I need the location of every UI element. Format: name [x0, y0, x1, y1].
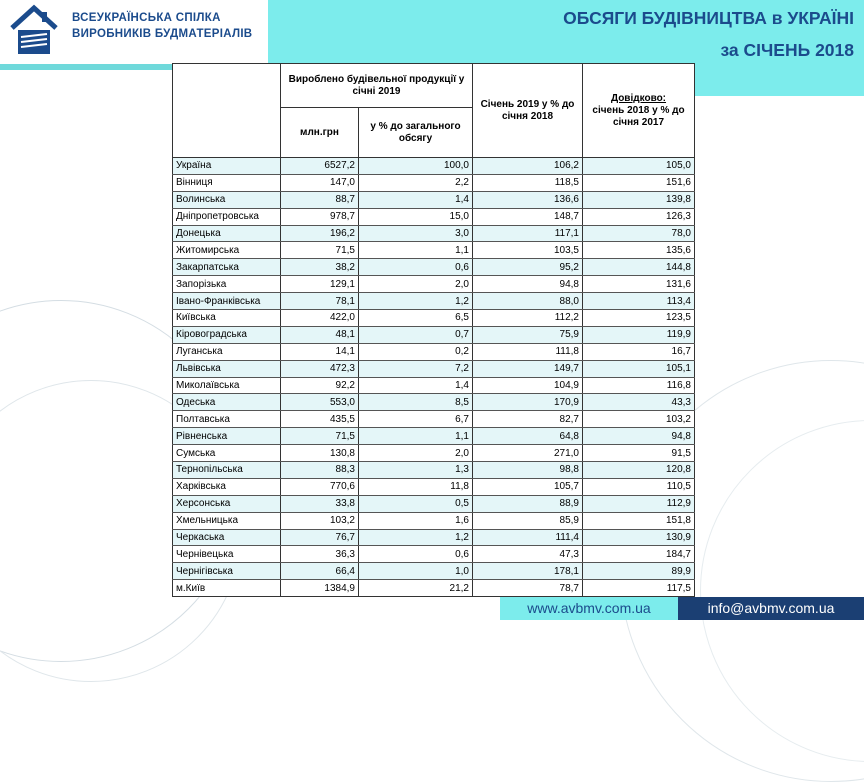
cell-region: Івано-Франківська	[173, 293, 281, 310]
cell-region: м.Київ	[173, 580, 281, 597]
cell-yoy: 105,7	[473, 478, 583, 495]
header-amount: млн.грн	[281, 108, 359, 158]
cell-amount: 71,5	[281, 428, 359, 445]
cell-amount: 978,7	[281, 208, 359, 225]
cell-region: Кіровоградська	[173, 326, 281, 343]
cell-yoy: 98,8	[473, 462, 583, 479]
cell-amount: 36,3	[281, 546, 359, 563]
table-row	[173, 174, 695, 191]
cell-ref: 151,6	[583, 174, 695, 191]
cell-amount: 129,1	[281, 276, 359, 293]
cell-share: 1,1	[359, 428, 473, 445]
cell-region: Рівненська	[173, 428, 281, 445]
cell-amount: 88,7	[281, 191, 359, 208]
cell-share: 1,4	[359, 191, 473, 208]
cell-share: 2,0	[359, 445, 473, 462]
cell-region: Україна	[173, 158, 281, 175]
cell-region: Донецька	[173, 225, 281, 242]
cell-ref: 78,0	[583, 225, 695, 242]
table-row	[173, 377, 695, 394]
cell-region: Черкаська	[173, 529, 281, 546]
cell-amount: 1384,9	[281, 580, 359, 597]
table-row	[173, 259, 695, 276]
table-row	[173, 310, 695, 327]
cell-yoy: 85,9	[473, 512, 583, 529]
cell-region: Сумська	[173, 445, 281, 462]
table-row	[173, 580, 695, 597]
cell-ref: 112,9	[583, 495, 695, 512]
table-row	[173, 343, 695, 360]
table-row	[173, 529, 695, 546]
cell-ref: 89,9	[583, 563, 695, 580]
table-row	[173, 546, 695, 563]
header-yoy: Січень 2019 у % до січня 2018	[473, 64, 583, 158]
cell-share: 6,5	[359, 310, 473, 327]
cell-yoy: 106,2	[473, 158, 583, 175]
page-subtitle: за СІЧЕНЬ 2018	[720, 40, 854, 60]
house-logo-icon	[8, 4, 60, 58]
table-body	[173, 158, 695, 597]
cell-yoy: 117,1	[473, 225, 583, 242]
cell-region: Херсонська	[173, 495, 281, 512]
cell-yoy: 82,7	[473, 411, 583, 428]
cell-share: 0,7	[359, 326, 473, 343]
cell-share: 1,2	[359, 529, 473, 546]
cell-amount: 71,5	[281, 242, 359, 259]
cell-region: Миколаївська	[173, 377, 281, 394]
cell-share: 11,8	[359, 478, 473, 495]
header-reference-label: Довідково:	[610, 92, 667, 104]
cell-amount: 76,7	[281, 529, 359, 546]
cell-ref: 116,8	[583, 377, 695, 394]
cell-amount: 553,0	[281, 394, 359, 411]
cell-region: Дніпропетровська	[173, 208, 281, 225]
cell-yoy: 94,8	[473, 276, 583, 293]
table-row	[173, 495, 695, 512]
cell-ref: 119,9	[583, 326, 695, 343]
cell-amount: 770,6	[281, 478, 359, 495]
header-reference	[583, 64, 695, 158]
cell-share: 2,0	[359, 276, 473, 293]
cell-ref: 123,5	[583, 310, 695, 327]
cell-ref: 110,5	[583, 478, 695, 495]
cell-amount: 66,4	[281, 563, 359, 580]
cell-region: Тернопільська	[173, 462, 281, 479]
cell-yoy: 170,9	[473, 394, 583, 411]
cell-amount: 103,2	[281, 512, 359, 529]
cell-share: 3,0	[359, 225, 473, 242]
cell-region: Полтавська	[173, 411, 281, 428]
cell-share: 0,6	[359, 546, 473, 563]
cell-yoy: 136,6	[473, 191, 583, 208]
cell-amount: 6527,2	[281, 158, 359, 175]
table-row	[173, 411, 695, 428]
cell-region: Закарпатська	[173, 259, 281, 276]
table-row	[173, 478, 695, 495]
cell-region: Харківська	[173, 478, 281, 495]
cell-ref: 126,3	[583, 208, 695, 225]
cell-yoy: 75,9	[473, 326, 583, 343]
cell-amount: 472,3	[281, 360, 359, 377]
cell-amount: 38,2	[281, 259, 359, 276]
cell-amount: 130,8	[281, 445, 359, 462]
table-row	[173, 563, 695, 580]
cell-yoy: 78,7	[473, 580, 583, 597]
email-link[interactable]: info@avbmv.com.ua	[678, 597, 864, 620]
cell-share: 21,2	[359, 580, 473, 597]
cell-ref: 144,8	[583, 259, 695, 276]
cell-yoy: 104,9	[473, 377, 583, 394]
header-share: у % до загального обсягу	[359, 108, 473, 158]
cell-share: 1,6	[359, 512, 473, 529]
cell-ref: 91,5	[583, 445, 695, 462]
organization-name	[72, 10, 252, 42]
table-row	[173, 445, 695, 462]
cell-yoy: 271,0	[473, 445, 583, 462]
table-row	[173, 512, 695, 529]
cell-region: Львівська	[173, 360, 281, 377]
cell-ref: 131,6	[583, 276, 695, 293]
cell-ref: 139,8	[583, 191, 695, 208]
cell-amount: 435,5	[281, 411, 359, 428]
page-title: ОБСЯГИ БУДІВНИЦТВА в УКРАЇНІ	[563, 8, 854, 28]
table-row	[173, 208, 695, 225]
construction-volume-table	[172, 63, 694, 597]
cell-ref: 117,5	[583, 580, 695, 597]
cell-region: Чернігівська	[173, 563, 281, 580]
website-link[interactable]: www.avbmv.com.ua	[500, 597, 678, 620]
cell-yoy: 149,7	[473, 360, 583, 377]
cell-yoy: 88,0	[473, 293, 583, 310]
table-row	[173, 326, 695, 343]
cell-yoy: 103,5	[473, 242, 583, 259]
cell-yoy: 148,7	[473, 208, 583, 225]
cell-ref: 16,7	[583, 343, 695, 360]
cell-yoy: 95,2	[473, 259, 583, 276]
cell-amount: 88,3	[281, 462, 359, 479]
cell-region: Волинська	[173, 191, 281, 208]
cell-ref: 130,9	[583, 529, 695, 546]
cell-ref: 113,4	[583, 293, 695, 310]
table-row	[173, 242, 695, 259]
cell-region: Запорізька	[173, 276, 281, 293]
table-row	[173, 428, 695, 445]
cell-ref: 120,8	[583, 462, 695, 479]
cell-share: 1,3	[359, 462, 473, 479]
cell-ref: 135,6	[583, 242, 695, 259]
header-produced-group: Вироблено будівельної продукції у січні 2019	[281, 64, 473, 108]
table-row	[173, 293, 695, 310]
cell-share: 1,2	[359, 293, 473, 310]
cell-yoy: 111,8	[473, 343, 583, 360]
cell-ref: 151,8	[583, 512, 695, 529]
cell-ref: 43,3	[583, 394, 695, 411]
header-reference-text: січень 2018 у % до січня 2017	[592, 104, 685, 128]
cell-ref: 184,7	[583, 546, 695, 563]
table-row	[173, 462, 695, 479]
cell-amount: 92,2	[281, 377, 359, 394]
header-region	[173, 64, 281, 158]
cell-amount: 33,8	[281, 495, 359, 512]
cell-share: 1,1	[359, 242, 473, 259]
cell-ref: 103,2	[583, 411, 695, 428]
cell-region: Чернівецька	[173, 546, 281, 563]
cell-region: Луганська	[173, 343, 281, 360]
cell-share: 1,4	[359, 377, 473, 394]
cell-region: Хмельницька	[173, 512, 281, 529]
cell-share: 0,2	[359, 343, 473, 360]
org-name-line2: ВИРОБНИКІВ БУДМАТЕРІАЛІВ	[72, 28, 253, 40]
table-row	[173, 225, 695, 242]
cell-share: 6,7	[359, 411, 473, 428]
cell-ref: 105,1	[583, 360, 695, 377]
cell-ref: 94,8	[583, 428, 695, 445]
cell-yoy: 118,5	[473, 174, 583, 191]
cell-share: 7,2	[359, 360, 473, 377]
cell-amount: 422,0	[281, 310, 359, 327]
cell-share: 0,5	[359, 495, 473, 512]
cell-yoy: 111,4	[473, 529, 583, 546]
cell-amount: 147,0	[281, 174, 359, 191]
org-name-line1: ВСЕУКРАЇНСЬКА СПІЛКА	[72, 12, 221, 24]
table-row	[173, 394, 695, 411]
cell-share: 1,0	[359, 563, 473, 580]
cell-share: 2,2	[359, 174, 473, 191]
cell-amount: 48,1	[281, 326, 359, 343]
cell-share: 0,6	[359, 259, 473, 276]
table-row	[173, 360, 695, 377]
cell-amount: 196,2	[281, 225, 359, 242]
cell-amount: 14,1	[281, 343, 359, 360]
cell-share: 100,0	[359, 158, 473, 175]
cell-region: Київська	[173, 310, 281, 327]
cell-region: Житомирська	[173, 242, 281, 259]
cell-yoy: 47,3	[473, 546, 583, 563]
cell-yoy: 64,8	[473, 428, 583, 445]
cell-yoy: 112,2	[473, 310, 583, 327]
cell-amount: 78,1	[281, 293, 359, 310]
cell-yoy: 88,9	[473, 495, 583, 512]
table-row	[173, 276, 695, 293]
cell-ref: 105,0	[583, 158, 695, 175]
cell-yoy: 178,1	[473, 563, 583, 580]
cell-region: Одеська	[173, 394, 281, 411]
cell-share: 15,0	[359, 208, 473, 225]
table-row	[173, 158, 695, 175]
cell-share: 8,5	[359, 394, 473, 411]
cell-region: Вінниця	[173, 174, 281, 191]
table-row	[173, 191, 695, 208]
